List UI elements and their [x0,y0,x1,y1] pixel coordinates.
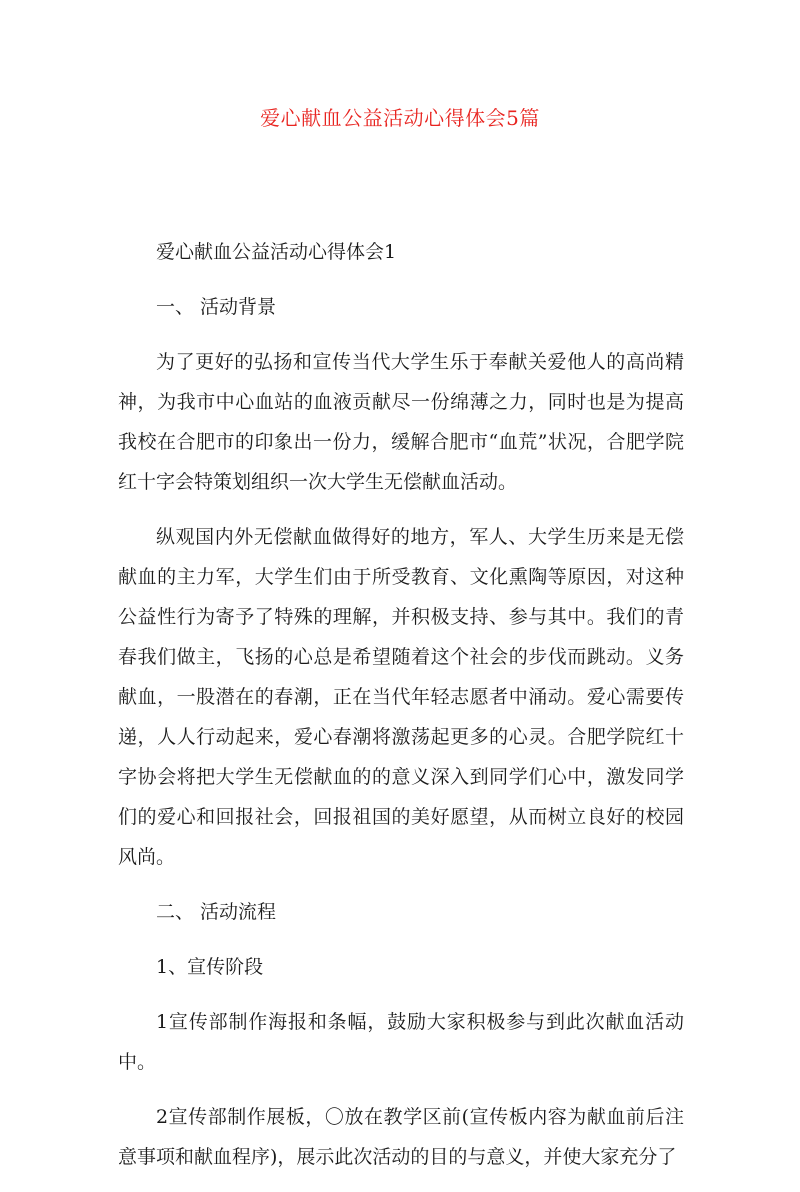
list-item-display-boards: 2宣传部制作展板，〇放在教学区前(宣传板内容为献血前后注意事项和献血程序)，展示此次活动的目的与意义，并使大家充分了 [118,1106,684,1168]
section-heading-background: 一、 活动背景 [156,296,277,318]
paragraph-overview: 纵观国内外无偿献血做得好的地方，军人、大学生历来是无偿献血的主力军，大学生们由于所受教育、文化熏陶等原因，对这种公益性行为寄予了特殊的理解，并积极支持、参与其中。我们的青春我们做主，飞扬的心总是希望随着这个社会的步伐而跳动。义务献血，一股潜在的春潮，正在当代年轻志愿者中涌动。爱心需要传递，人人行动起来，爱心春潮将激荡起更多的心灵。合肥学院红十字协会将把大学生无偿献血的的意义深入到同学们心中，激发同学们的爱心和回报社会，回报祖国的美好愿望，从而树立良好的校园风尚。 [118,526,684,868]
section-title: 爱心献血公益活动心得体会1 [156,241,397,263]
section-heading-process: 二、 活动流程 [156,901,277,923]
list-item-posters: 1宣传部制作海报和条幅，鼓励大家积极参与到此次献血活动中。 [118,1011,684,1073]
document-title: 爱心献血公益活动心得体会5篇 [260,106,540,130]
document-body [118,232,684,1192]
paragraph-background: 为了更好的弘扬和宣传当代大学生乐于奉献关爱他人的高尚精神，为我市中心血站的血液贡献尽一份绵薄之力，同时也是为提高我校在合肥市的印象出一份力，缓解合肥市“血荒”状况，合肥学院红十字会特策划组织一次大学生无偿献血活动。 [118,351,684,493]
subsection-heading-publicity: 1、宣传阶段 [156,956,264,978]
